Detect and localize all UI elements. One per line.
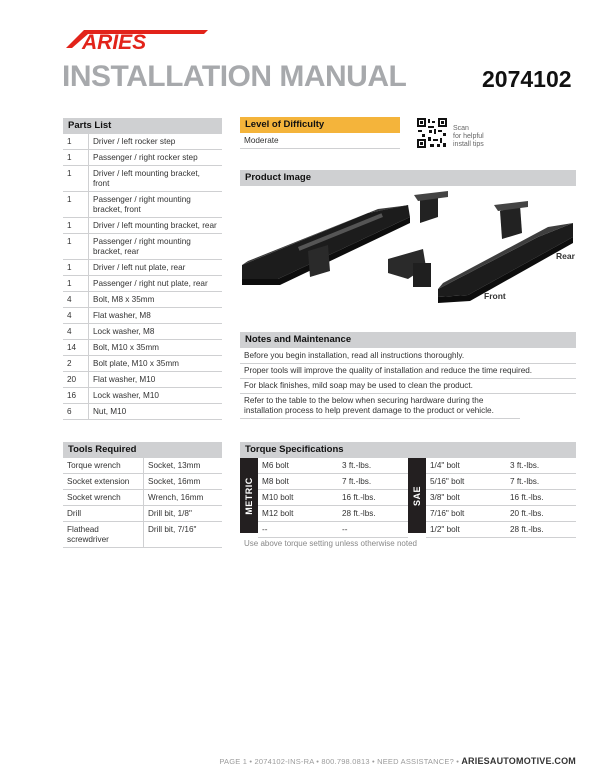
torque-value: 7 ft.-lbs.	[506, 474, 576, 490]
footer-doc: 2074102-INS-RA	[254, 757, 315, 766]
parts-row	[63, 150, 222, 166]
notes-heading: Notes and Maintenance	[240, 332, 576, 348]
parts-row	[63, 260, 222, 276]
bolt-size: M10 bolt	[258, 490, 338, 506]
torque-value: 3 ft.-lbs.	[338, 458, 408, 474]
qr-caption-line: for helpful	[453, 133, 484, 140]
part-desc: Driver / left nut plate, rear	[89, 260, 223, 276]
bolt-size: 1/4" bolt	[426, 458, 506, 474]
part-desc: Lock washer, M8	[89, 324, 223, 340]
parts-row	[63, 388, 222, 404]
parts-row	[63, 166, 222, 192]
torque-note: Use above torque setting unless otherwise noted	[244, 539, 417, 548]
metric-torque-row	[258, 490, 408, 506]
note-item: Before you begin installation, read all instructions thoroughly.	[240, 348, 576, 364]
metric-bar	[240, 458, 258, 533]
parts-row	[63, 404, 222, 420]
label-rear: Rear	[556, 251, 575, 261]
part-desc: Lock washer, M10	[89, 388, 223, 404]
torque-value: 3 ft.-lbs.	[506, 458, 576, 474]
part-desc: Bolt, M10 x 35mm	[89, 340, 223, 356]
tool-name: Flathead screwdriver	[63, 522, 144, 548]
label-front: Front	[484, 291, 506, 301]
part-qty: 16	[63, 388, 89, 404]
bolt-size: 5/16" bolt	[426, 474, 506, 490]
sae-torque-table	[426, 458, 576, 538]
part-desc: Driver / left mounting bracket, rear	[89, 218, 223, 234]
sae-torque-row	[426, 490, 576, 506]
page-title: INSTALLATION MANUAL	[62, 60, 407, 93]
torque-value: --	[338, 522, 408, 538]
tool-name: Socket, 13mm	[144, 458, 223, 474]
qr-code-icon[interactable]	[416, 117, 448, 149]
note-item: Proper tools will improve the quality of installation and reduce the time required.	[240, 363, 576, 379]
tool-name: Socket wrench	[63, 490, 144, 506]
torque-value: 20 ft.-lbs.	[506, 506, 576, 522]
sae-torque-row	[426, 458, 576, 474]
parts-row	[63, 356, 222, 372]
tool-name: Torque wrench	[63, 458, 144, 474]
part-qty: 20	[63, 372, 89, 388]
tool-name: Wrench, 16mm	[144, 490, 223, 506]
qr-caption-line: Scan	[453, 125, 469, 132]
footer-page: PAGE 1	[219, 757, 248, 766]
product-image	[238, 187, 576, 312]
parts-list-table	[63, 134, 222, 420]
qr-caption	[453, 125, 484, 149]
part-qty: 1	[63, 192, 89, 218]
note-item: For black finishes, mild soap may be used to clean the product.	[240, 378, 576, 394]
tools-heading: Tools Required	[63, 442, 222, 458]
part-qty: 2	[63, 356, 89, 372]
bolt-size: --	[258, 522, 338, 538]
part-desc: Driver / left rocker step	[89, 134, 223, 150]
tool-name: Socket, 16mm	[144, 474, 223, 490]
part-qty: 6	[63, 404, 89, 420]
metric-torque-table	[258, 458, 408, 538]
metric-torque-row	[258, 522, 408, 538]
tools-row	[63, 458, 222, 474]
part-desc: Driver / left mounting bracket, front	[89, 166, 223, 192]
metric-label: METRIC	[244, 476, 254, 515]
part-qty: 1	[63, 276, 89, 292]
tool-name: Drill bit, 1/8"	[144, 506, 223, 522]
parts-row	[63, 218, 222, 234]
part-qty: 14	[63, 340, 89, 356]
bolt-size: M8 bolt	[258, 474, 338, 490]
part-desc: Flat washer, M8	[89, 308, 223, 324]
sae-torque-row	[426, 474, 576, 490]
footer-phone: 800.798.0813	[321, 757, 370, 766]
part-qty: 4	[63, 308, 89, 324]
parts-row	[63, 134, 222, 150]
parts-row	[63, 340, 222, 356]
tool-name: Drill	[63, 506, 144, 522]
part-desc: Passenger / right nut plate, rear	[89, 276, 223, 292]
metric-torque-row	[258, 506, 408, 522]
tool-name: Drill bit, 7/16"	[144, 522, 223, 548]
part-desc: Passenger / right mounting bracket, rear	[89, 234, 223, 260]
footer: PAGE 1 • 2074102-INS-RA • 800.798.0813 • NEED ASSISTANCE? • ARIESAUTOMOTIVE.COM	[219, 756, 576, 766]
parts-row	[63, 276, 222, 292]
tool-name: Socket extension	[63, 474, 144, 490]
parts-list-heading: Parts List	[63, 118, 222, 134]
bolt-size: 3/8" bolt	[426, 490, 506, 506]
torque-heading: Torque Specifications	[240, 442, 576, 458]
part-qty: 1	[63, 260, 89, 276]
sae-bar	[408, 458, 426, 533]
tools-table	[63, 458, 222, 548]
aries-logo	[62, 26, 212, 52]
tools-row	[63, 490, 222, 506]
part-qty: 4	[63, 292, 89, 308]
difficulty-heading: Level of Difficulty	[240, 117, 400, 133]
parts-row	[63, 192, 222, 218]
tools-row	[63, 474, 222, 490]
part-number: 2074102	[482, 66, 572, 92]
metric-torque-row	[258, 458, 408, 474]
parts-row	[63, 372, 222, 388]
torque-value: 16 ft.-lbs.	[506, 490, 576, 506]
bolt-size: M6 bolt	[258, 458, 338, 474]
footer-site-link[interactable]: ARIESAUTOMOTIVE.COM	[461, 756, 576, 766]
note-item: Refer to the table to the below when securing hardware during the installation process to help prevent damage to the product or vehicle.	[240, 393, 520, 419]
qr-caption-line: install tips	[453, 141, 484, 148]
footer-assist: NEED ASSISTANCE?	[377, 757, 454, 766]
part-qty: 4	[63, 324, 89, 340]
torque-value: 28 ft.-lbs.	[506, 522, 576, 538]
sae-label: SAE	[412, 485, 422, 506]
difficulty-value: Moderate	[240, 133, 400, 149]
part-qty: 1	[63, 218, 89, 234]
part-qty: 1	[63, 234, 89, 260]
bolt-size: M12 bolt	[258, 506, 338, 522]
bolt-size: 7/16" bolt	[426, 506, 506, 522]
product-image-heading: Product Image	[240, 170, 576, 186]
part-qty: 1	[63, 166, 89, 192]
sae-torque-row	[426, 506, 576, 522]
part-desc: Bolt, M8 x 35mm	[89, 292, 223, 308]
part-desc: Nut, M10	[89, 404, 223, 420]
torque-value: 7 ft.-lbs.	[338, 474, 408, 490]
part-qty: 1	[63, 150, 89, 166]
parts-row	[63, 324, 222, 340]
bolt-size: 1/2" bolt	[426, 522, 506, 538]
parts-row	[63, 308, 222, 324]
part-desc: Passenger / right rocker step	[89, 150, 223, 166]
brand-text: ARIES	[82, 31, 147, 52]
part-desc: Passenger / right mounting bracket, front	[89, 192, 223, 218]
part-desc: Flat washer, M10	[89, 372, 223, 388]
torque-value: 28 ft.-lbs.	[338, 506, 408, 522]
tools-row	[63, 522, 222, 548]
part-qty: 1	[63, 134, 89, 150]
parts-row	[63, 234, 222, 260]
parts-row	[63, 292, 222, 308]
tools-row	[63, 506, 222, 522]
part-desc: Bolt plate, M10 x 35mm	[89, 356, 223, 372]
torque-value: 16 ft.-lbs.	[338, 490, 408, 506]
metric-torque-row	[258, 474, 408, 490]
sae-torque-row	[426, 522, 576, 538]
